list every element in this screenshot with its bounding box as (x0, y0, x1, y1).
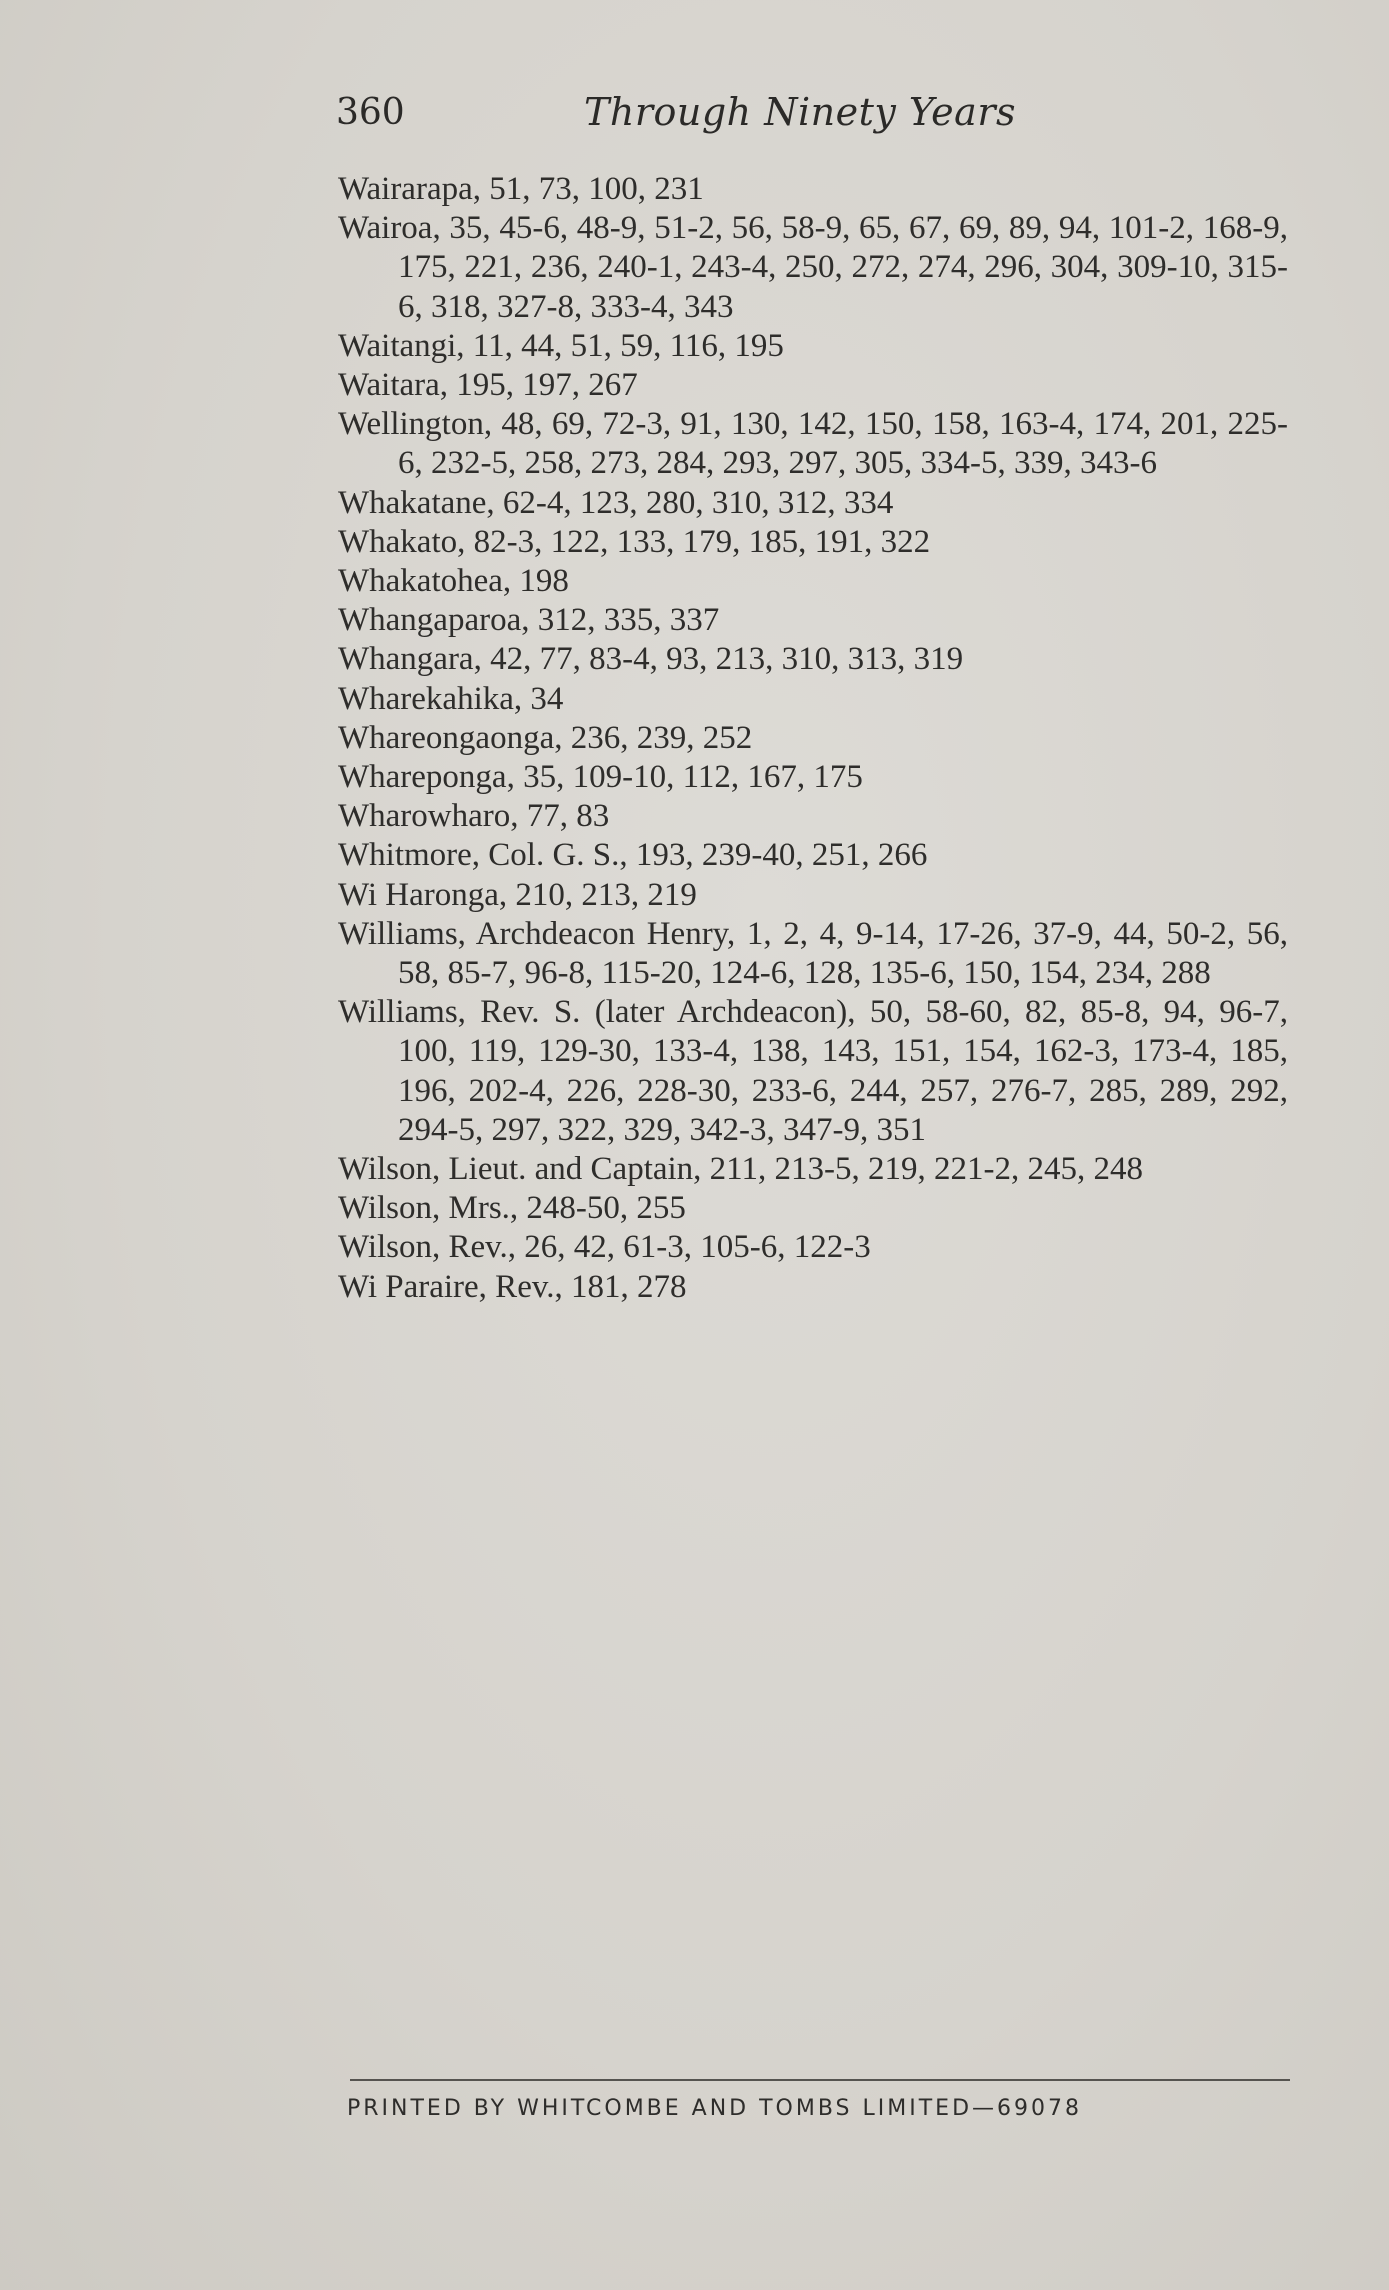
index-entry: Whakatane, 62-4, 123, 280, 310, 312, 334 (338, 484, 894, 521)
index-entry: Whitmore, Col. G. S., 193, 239-40, 251, 266 (338, 837, 928, 874)
page-header (336, 92, 1286, 142)
printer-imprint: PRINTED BY WHITCOMBE AND TOMBS LIMITED—69078 (347, 2096, 1082, 2121)
index-entry: Wharekahika, 34 (338, 680, 564, 717)
index-entry: Whangara, 42, 77, 83-4, 93, 213, 310, 313, 319 (338, 641, 964, 678)
index-entry: Whakato, 82-3, 122, 133, 179, 185, 191, 322 (338, 523, 931, 560)
index-entry: Wilson, Lieut. and Captain, 211, 213-5, 219, 221-2, 245, 248 (338, 1151, 1143, 1188)
index-entry: Waitangi, 11, 44, 51, 59, 116, 195 (338, 327, 784, 364)
index-entry: Williams, Archdeacon Henry, 1, 2, 4, 9-14, 17-26, 37-9, 44, 50-2, 56, 58, 85-7, 96-8, 115-20, 124-6, 128, 135-6, 150, 154, 234, 288 (338, 915, 1288, 992)
index-entry: Whangaparoa, 312, 335, 337 (338, 602, 720, 639)
index-entry: Whareponga, 35, 109-10, 112, 167, 175 (338, 759, 863, 796)
running-title: Through Ninety Years (584, 90, 1016, 134)
index-entry: Wairarapa, 51, 73, 100, 231 (338, 171, 704, 207)
index-entry: Wairoa, 35, 45-6, 48-9, 51-2, 56, 58-9, 65, 67, 69, 89, 94, 101-2, 168-9, 175, 221, 236, 240-1, 243-4, 250, 272, 274, 296, 304, 309-10, 315-6, 318, 327-8, 333-4, 343 (338, 210, 1288, 325)
index-entry: Whakatohea, 198 (338, 563, 569, 600)
index-entry: Wilson, Rev., 26, 42, 61-3, 105-6, 122-3 (338, 1229, 871, 1266)
page-number: 360 (336, 92, 405, 133)
index-entry: Williams, Rev. S. (later Archdeacon), 50, 58-60, 82, 85-8, 94, 96-7, 100, 119, 129-30, 133-4, 138, 143, 151, 154, 162-3, 173-4, 185, 196, 202-4, 226, 228-30, 233-6, 244, 257, 276-7, 285, 289, 292, 294-5, 297, 322, 329, 342-3, 347-9, 351 (338, 994, 1288, 1148)
index-list (338, 170, 1288, 1307)
index-entry: Whareongaonga, 236, 239, 252 (338, 719, 753, 756)
index-entry: Wharowharo, 77, 83 (338, 798, 610, 835)
index-entry: Wi Haronga, 210, 213, 219 (338, 876, 697, 913)
index-entry: Wilson, Mrs., 248-50, 255 (338, 1190, 686, 1227)
index-entry: Wellington, 48, 69, 72-3, 91, 130, 142, 150, 158, 163-4, 174, 201, 225-6, 232-5, 258, 273, 284, 293, 297, 305, 334-5, 339, 343-6 (338, 406, 1288, 482)
index-entry: Wi Paraire, Rev., 181, 278 (338, 1268, 687, 1305)
index-entry: Waitara, 195, 197, 267 (338, 367, 638, 404)
footer-rule (350, 2079, 1290, 2081)
